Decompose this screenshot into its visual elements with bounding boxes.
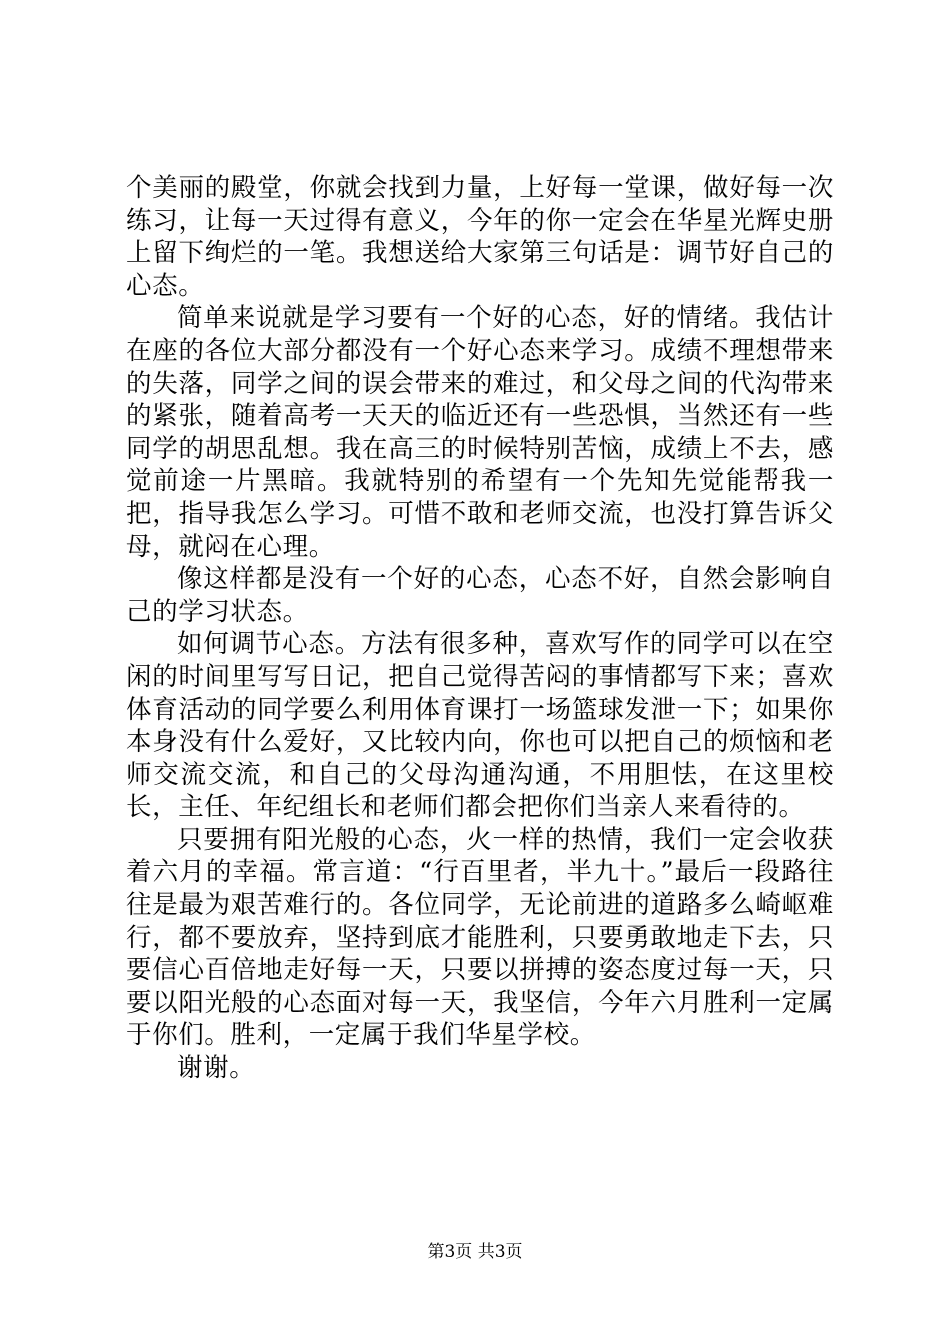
page-number-footer: 第3页 共3页 bbox=[427, 1242, 523, 1262]
paragraph-mindset-effect: 像这样都是没有一个好的心态，心态不好，自然会影响自己的学习状态。 bbox=[126, 564, 834, 627]
paragraph-thanks: 谢谢。 bbox=[177, 1053, 256, 1084]
paragraph-continued: 个美丽的殿堂，你就会找到力量，上好每一堂课，做好每一次练习，让每一天过得有意义，今年的你一定会在华星光辉史册上留下绚烂的一笔。我想送给大家第三句话是：调节好自己的心态。 bbox=[126, 173, 834, 301]
paragraph-adjust-methods: 如何调节心态。方法有很多种，喜欢写作的同学可以在空闲的时间里写写日记，把自己觉得苦闷的事情都写下来；喜欢体育活动的同学要么利用体育课打一场篮球发泄一下；如果你本身没有什么爱好，又比较内向，你也可以把自己的烦恼和老师交流交流，和自己的父母沟通沟通，不用胆怯，在这里校长，主任、年纪组长和老师们都会把你们当亲人来看待的。 bbox=[126, 629, 834, 823]
paragraph-mindset-intro: 简单来说就是学习要有一个好的心态，好的情绪。我估计在座的各位大部分都没有一个好心态来学习。成绩不理想带来的失落，同学之间的误会带来的难过，和父母之间的代沟带来的紧张，随着高考一天天的临近还有一些恐惧，当然还有一些同学的胡思乱想。我在高三的时候特别苦恼，成绩上不去，感觉前途一片黑暗。我就特别的希望有一个先知先觉能帮我一把，指导我怎么学习。可惜不敢和老师交流，也没打算告诉父母，就闷在心理。 bbox=[126, 303, 834, 562]
paragraph-conclusion: 只要拥有阳光般的心态，火一样的热情，我们一定会收获着六月的幸福。常言道：“行百里者，半九十。”最后一段路往往是最为艰苦难行的。各位同学，无论前进的道路多么崎岖难行，都不要放弃，坚持到底才能胜利，只要勇敢地走下去，只要信心百倍地走好每一天，只要以拼搏的姿态度过每一天，只要以阳光般的心态面对每一天，我坚信，今年六月胜利一定属于你们。胜利，一定属于我们华星学校。 bbox=[126, 824, 834, 1051]
document-body bbox=[126, 172, 834, 1085]
